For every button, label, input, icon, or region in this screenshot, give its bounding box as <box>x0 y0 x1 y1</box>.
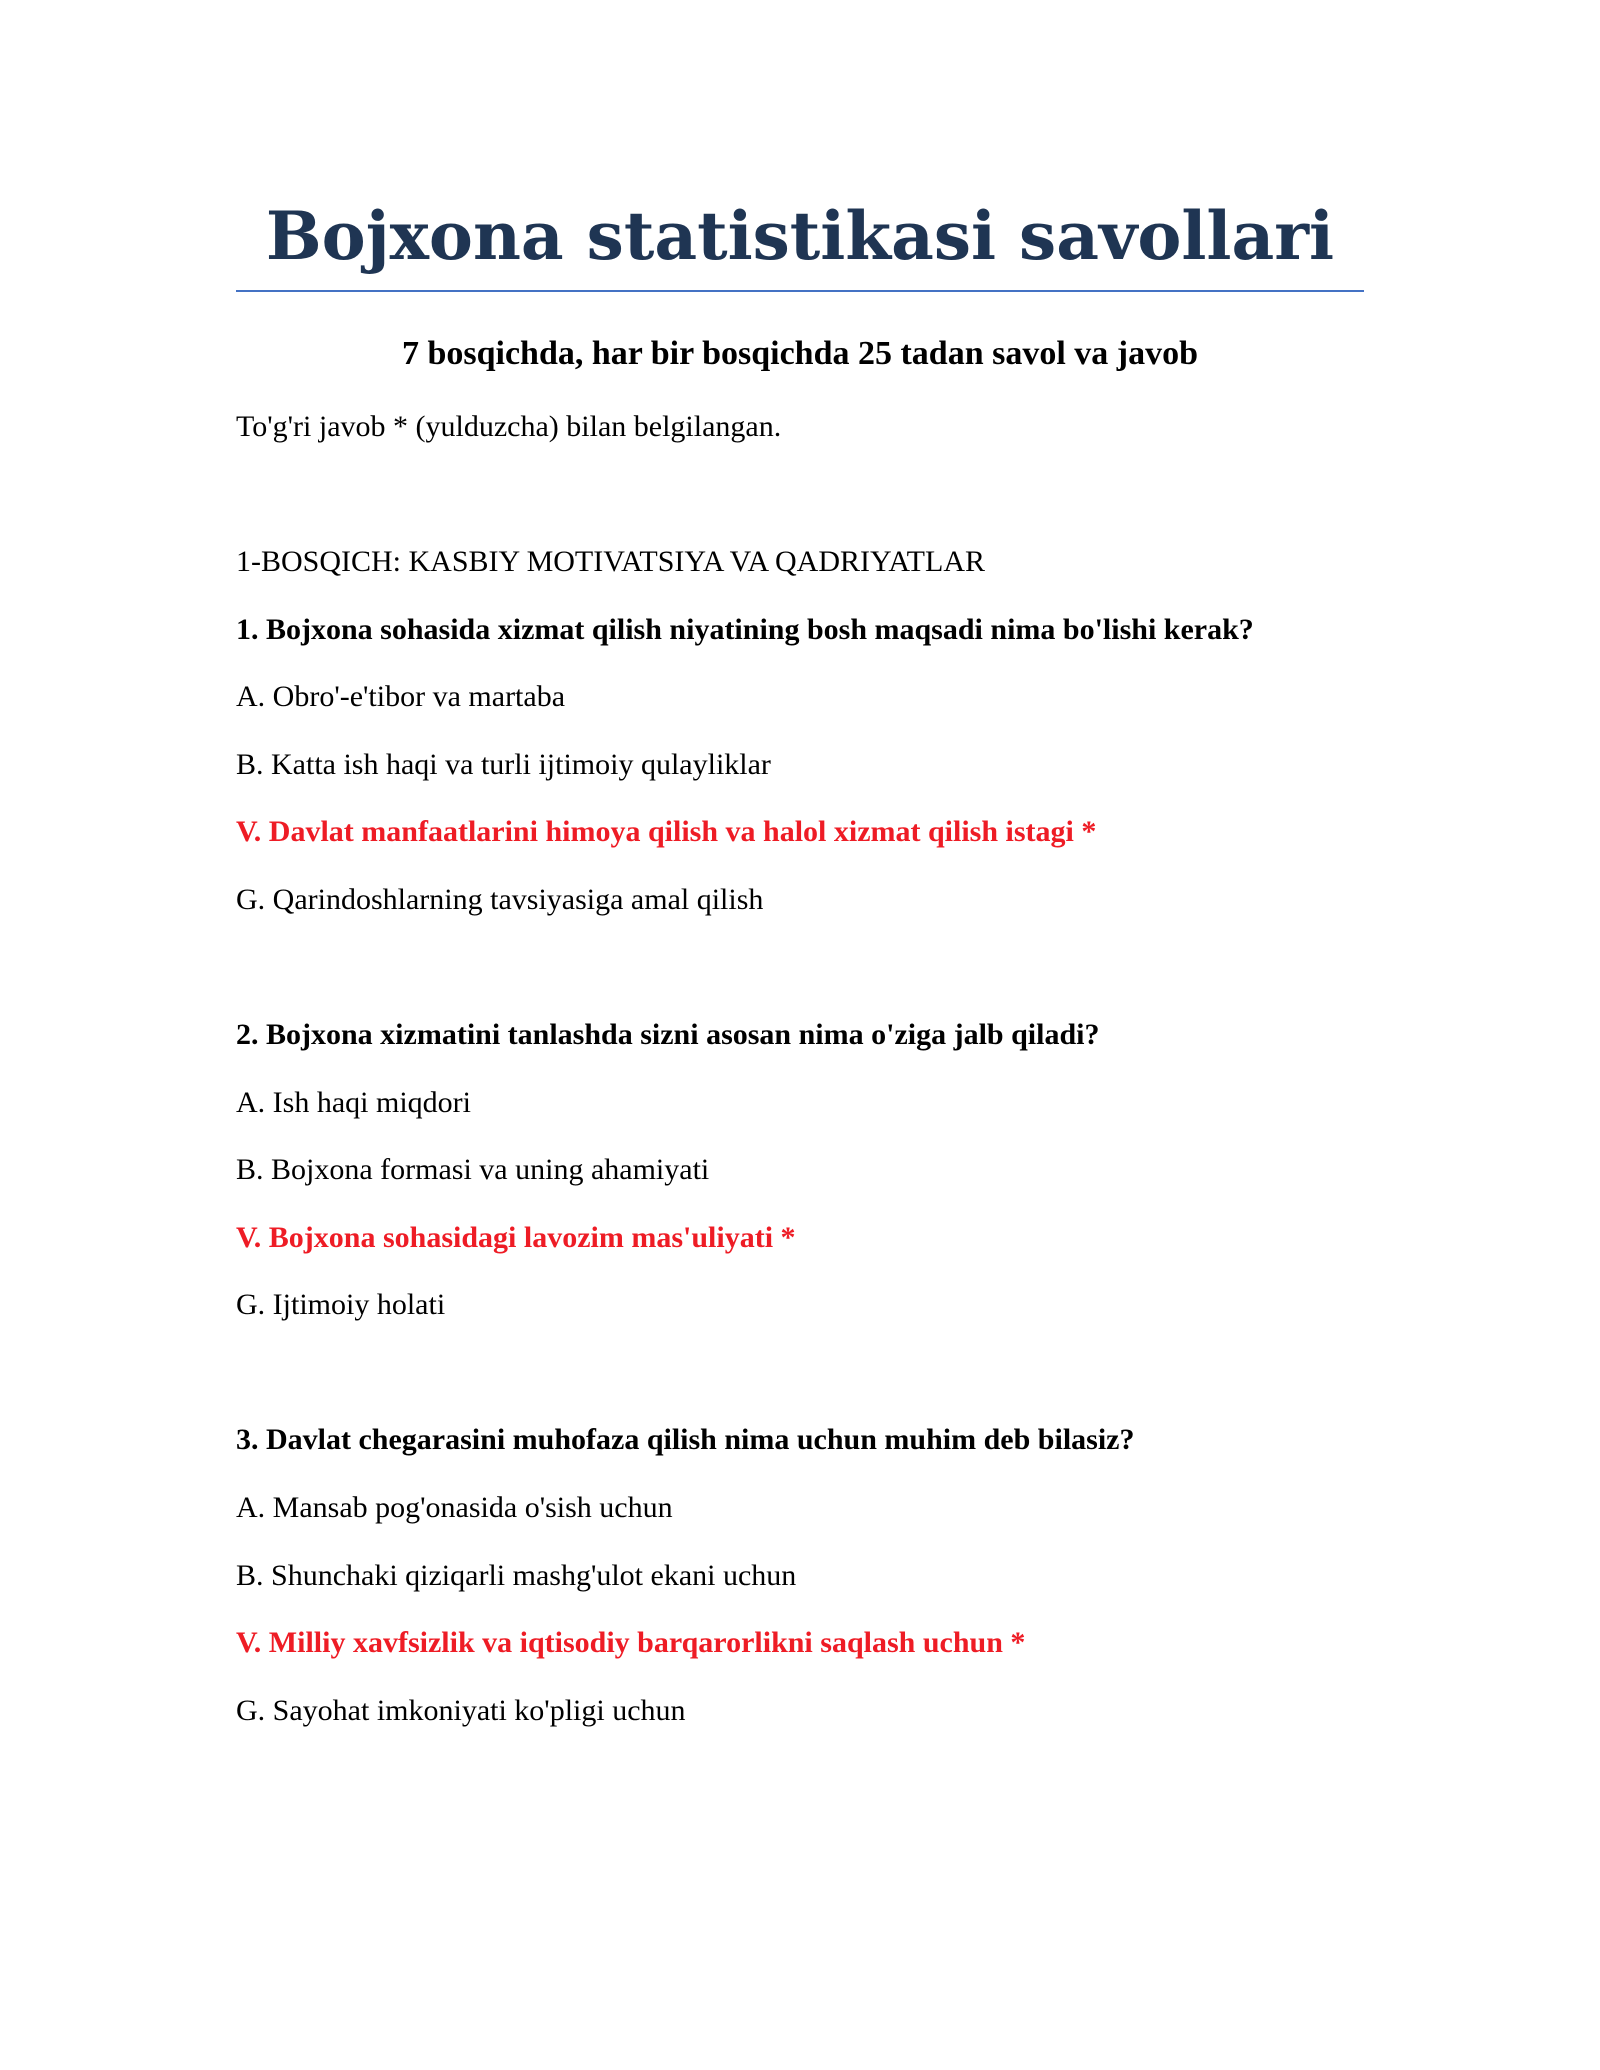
document-subtitle: 7 bosqichda, har bir bosqichda 25 tadan savol va javob <box>401 335 1199 372</box>
question-text: 2. Bojxona xizmatini tanlashda sizni asosan nima o'ziga jalb qiladi? <box>236 1018 1100 1051</box>
answer-option: B. Bojxona formasi va uning ahamiyati <box>236 1153 710 1186</box>
answer-option: A. Mansab pog'onasida o'sish uchun <box>236 1491 673 1524</box>
answer-option: G. Qarindoshlarning tavsiyasiga amal qilish <box>236 883 764 916</box>
question-text: 1. Bojxona sohasida xizmat qilish niyatining bosh maqsadi nima bo'lishi kerak? <box>236 613 1254 646</box>
correct-answer-option: V. Bojxona sohasidagi lavozim mas'uliyati * <box>236 1221 796 1254</box>
section-heading: 1-BOSQICH: KASBIY MOTIVATSIYA VA QADRIYATLAR <box>236 545 985 578</box>
answer-option: G. Sayohat imkoniyati ko'pligi uchun <box>236 1694 686 1727</box>
correct-answer-option: V. Davlat manfaatlarini himoya qilish va halol xizmat qilish istagi * <box>236 815 1097 848</box>
answer-key-note: To'g'ri javob * (yulduzcha) bilan belgilangan. <box>236 410 782 443</box>
answer-option: A. Ish haqi miqdori <box>236 1086 471 1119</box>
answer-option: B. Katta ish haqi va turli ijtimoiy qulayliklar <box>236 748 771 781</box>
title-underline <box>236 290 1364 292</box>
answer-option: A. Obro'-e'tibor va martaba <box>236 680 566 713</box>
correct-answer-option: V. Milliy xavfsizlik va iqtisodiy barqarorlikni saqlash uchun * <box>236 1626 1026 1659</box>
answer-option: B. Shunchaki qiziqarli mashg'ulot ekani uchun <box>236 1559 797 1592</box>
question-text: 3. Davlat chegarasini muhofaza qilish nima uchun muhim deb bilasiz? <box>236 1423 1135 1456</box>
document-title: Bojxona statistikasi savollari <box>265 197 1335 275</box>
answer-option: G. Ijtimoiy holati <box>236 1288 446 1321</box>
